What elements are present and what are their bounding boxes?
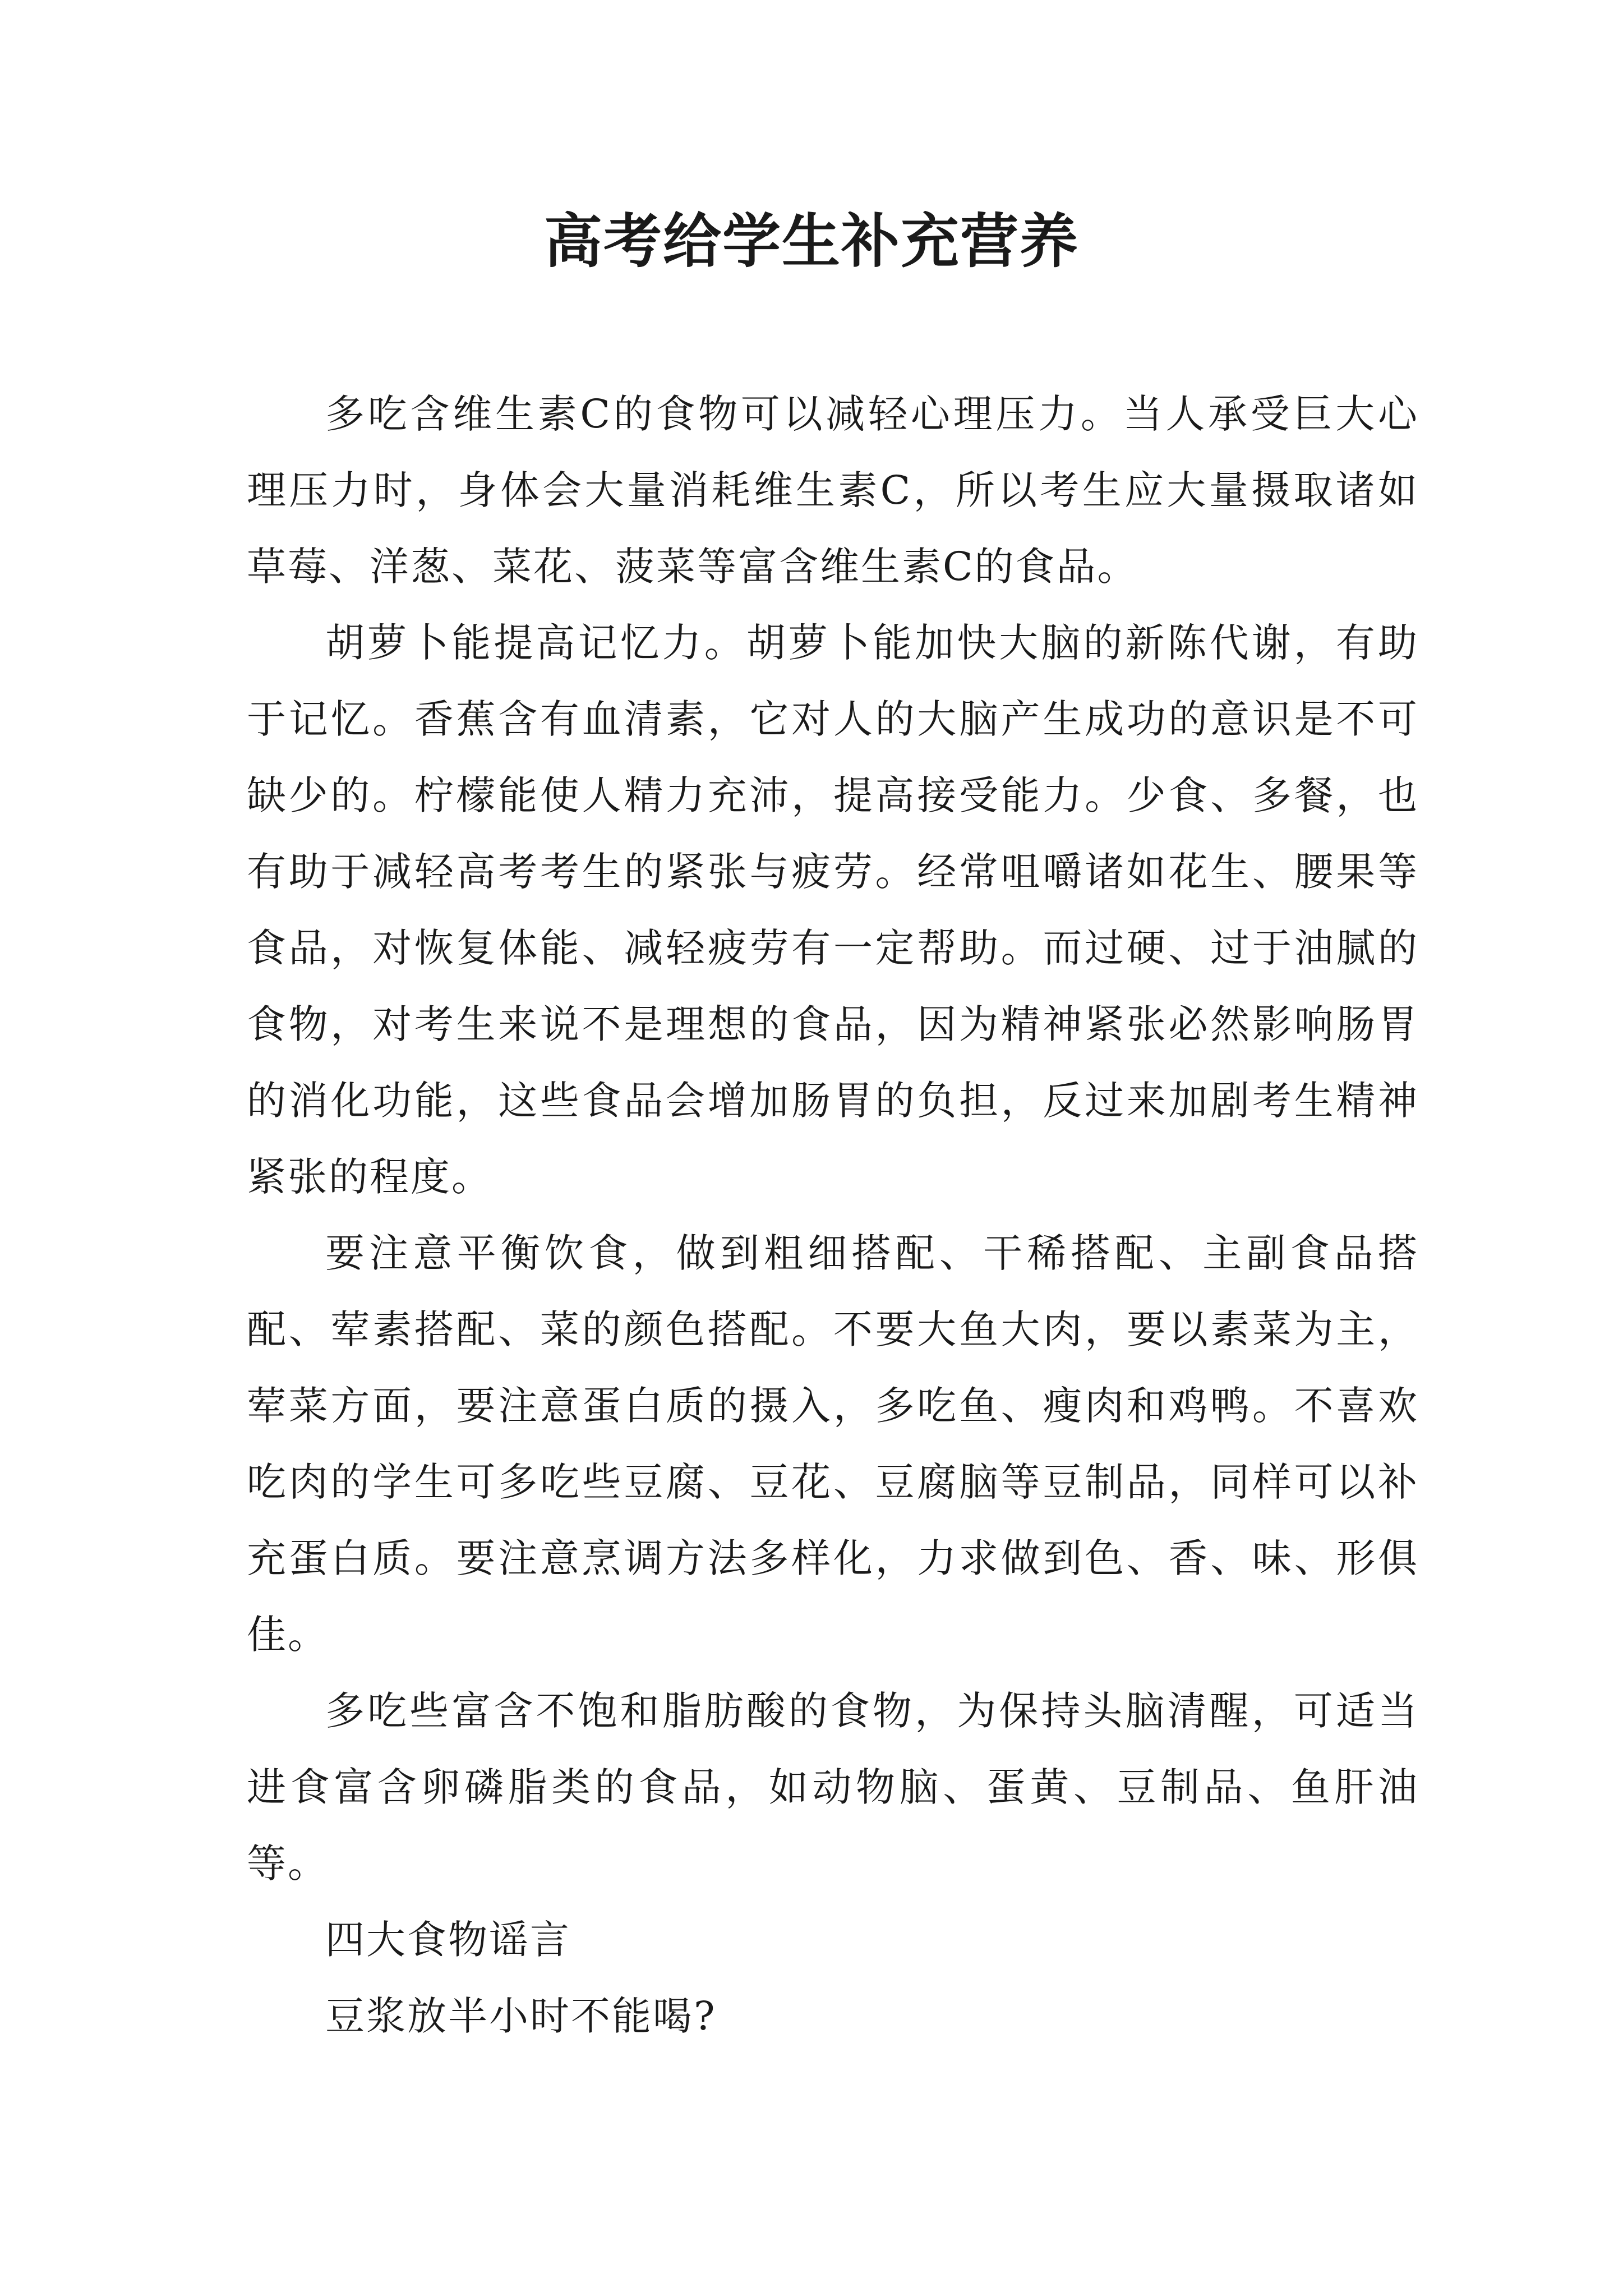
paragraph-fatty-acids: 多吃些富含不饱和脂肪酸的食物，为保持头脑清醒，可适当进食富含卵磷脂类的食品，如动物脑、蛋黄、豆制品、鱼肝油等。	[247, 1688, 1419, 1887]
paragraph-vitamin-c: 多吃含维生素C的食物可以减轻心理压力。当人承受巨大心理压力时，身体会大量消耗维生素C，所以考生应大量摄取诸如草莓、洋葱、菜花、菠菜等富含维生素C的食品。	[247, 391, 1419, 590]
document-title: 高考给学生补充营养	[543, 206, 1079, 275]
document-body	[247, 376, 1419, 2054]
subheading-soy-milk: 豆浆放半小时不能喝?	[325, 1993, 717, 2039]
section-heading-food-rumors: 四大食物谣言	[325, 1917, 571, 1963]
paragraph-balanced-diet: 要注意平衡饮食，做到粗细搭配、干稀搭配、主副食品搭配、荤素搭配、菜的颜色搭配。不要大鱼大肉，要以素菜为主，荤菜方面，要注意蛋白质的摄入，多吃鱼、瘦肉和鸡鸭。不喜欢吃肉的学生可多吃些豆腐、豆花、豆腐脑等豆制品，同样可以补充蛋白质。要注意烹调方法多样化，力求做到色、香、味、形俱佳。	[247, 1230, 1419, 1658]
paragraph-memory-foods: 胡萝卜能提高记忆力。胡萝卜能加快大脑的新陈代谢，有助于记忆。香蕉含有血清素，它对人的大脑产生成功的意识是不可缺少的。柠檬能使人精力充沛，提高接受能力。少食、多餐，也有助于减轻高考考生的紧张与疲劳。经常咀嚼诸如花生、腰果等食品，对恢复体能、减轻疲劳有一定帮助。而过硬、过于油腻的食物，对考生来说不是理想的食品，因为精神紧张必然影响肠胃的消化功能，这些食品会增加肠胃的负担，反过来加剧考生精神紧张的程度。	[247, 620, 1419, 1200]
